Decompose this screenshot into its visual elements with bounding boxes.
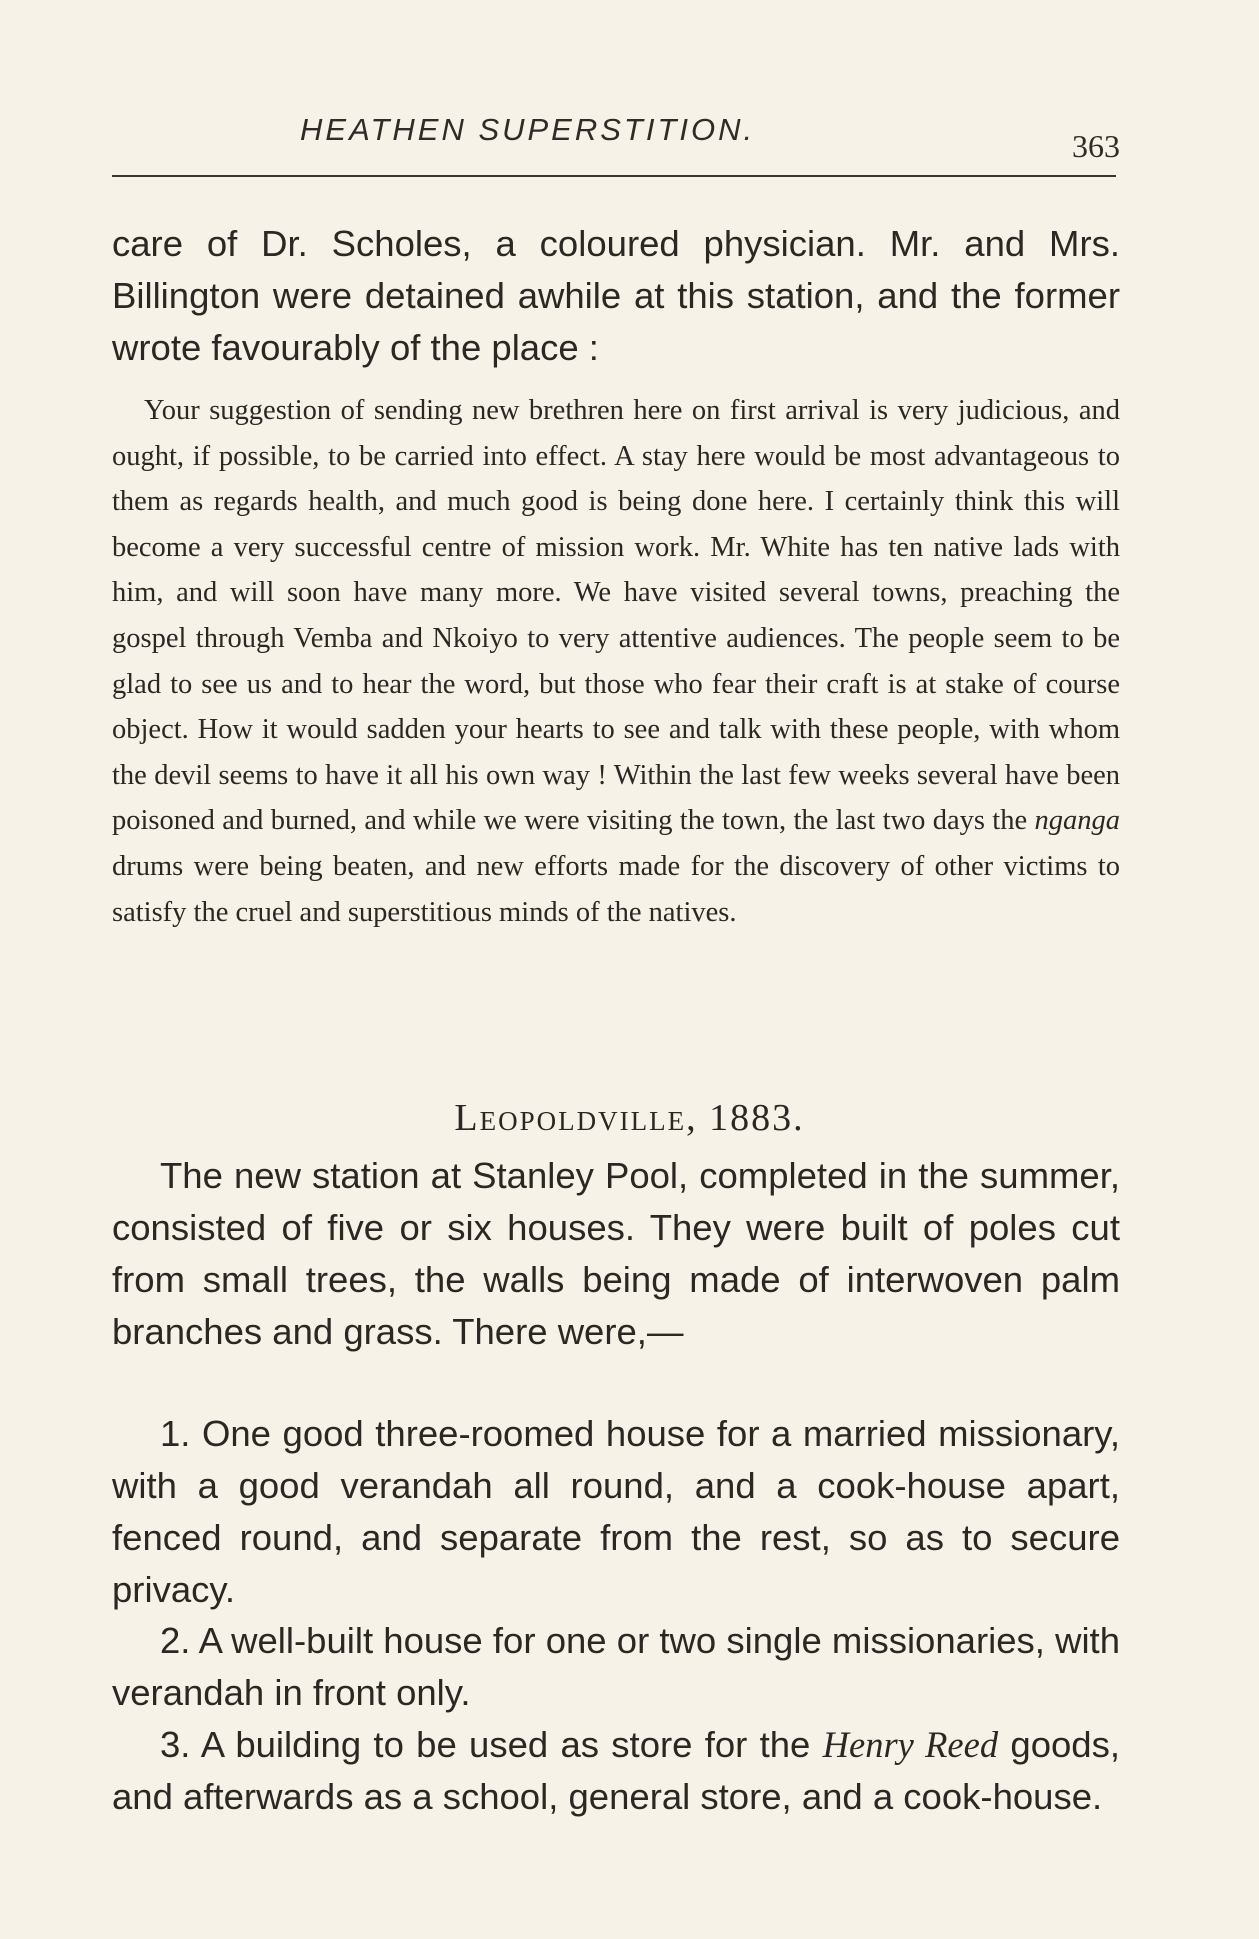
item3-italic: Henry Reed: [822, 1724, 999, 1765]
intro-paragraph: care of Dr. Scholes, a coloured physician. Mr. and Mrs. Billington were detained awhile at this station, and the former wrote favourably of the place :: [112, 223, 1120, 368]
quote-part-2: drums were being beaten, and new efforts made for the discovery of other victims to satisfy the cruel and superstitious minds of the natives.: [112, 850, 1120, 928]
page-number: 363: [1072, 128, 1120, 164]
item3-end: goods, and afterwards as a school, general store, and a cook-house.: [112, 1724, 1120, 1817]
running-title: HEATHEN SUPERSTITION.: [300, 112, 756, 147]
quote-part-1: Your suggestion of sending new brethren here on first arrival is very judicious, and ought, if possible, to be carried into effect. A stay here would be most advantageous to them as regards health, and much good is being done here. I certainly think this will become a very successful centre of mission work. Mr. White has ten native lads with him, and will soon have many more. We have visited several towns, preaching the gospel through Vemba and Nkoiyo to very attentive audiences. The people seem to be glad to see us and to hear the word, but those who fear their craft is at stake of course object. How it would sadden your hearts to see and talk with these people, with whom the devil seems to have it all his own way ! Within the last few weeks several have been poisoned and burned, and while we were visiting the town, the last two days the: [112, 395, 1120, 837]
header-rule: [112, 175, 1116, 177]
list-item-3: [112, 1719, 1120, 1823]
quote-italic-word: nganga: [1034, 805, 1121, 837]
section-heading: Leopoldville, 1883.: [454, 1097, 805, 1139]
list-item-2: 2. A well-built house for one or two single missionaries, with verandah in front only.: [112, 1620, 1120, 1713]
item3-start: 3. A building to be used as store for the: [160, 1724, 811, 1765]
list-item-1: 1. One good three-roomed house for a married missionary, with a good verandah all round, and a cook-house apart, fenced round, and separate from the rest, so as to secure privacy.: [112, 1413, 1120, 1610]
quoted-letter: [112, 388, 1120, 935]
section-paragraph: The new station at Stanley Pool, completed in the summer, consisted of five or six houses. They were built of poles cut from small trees, the walls being made of interwoven palm branches and grass. There were,—: [112, 1155, 1120, 1352]
